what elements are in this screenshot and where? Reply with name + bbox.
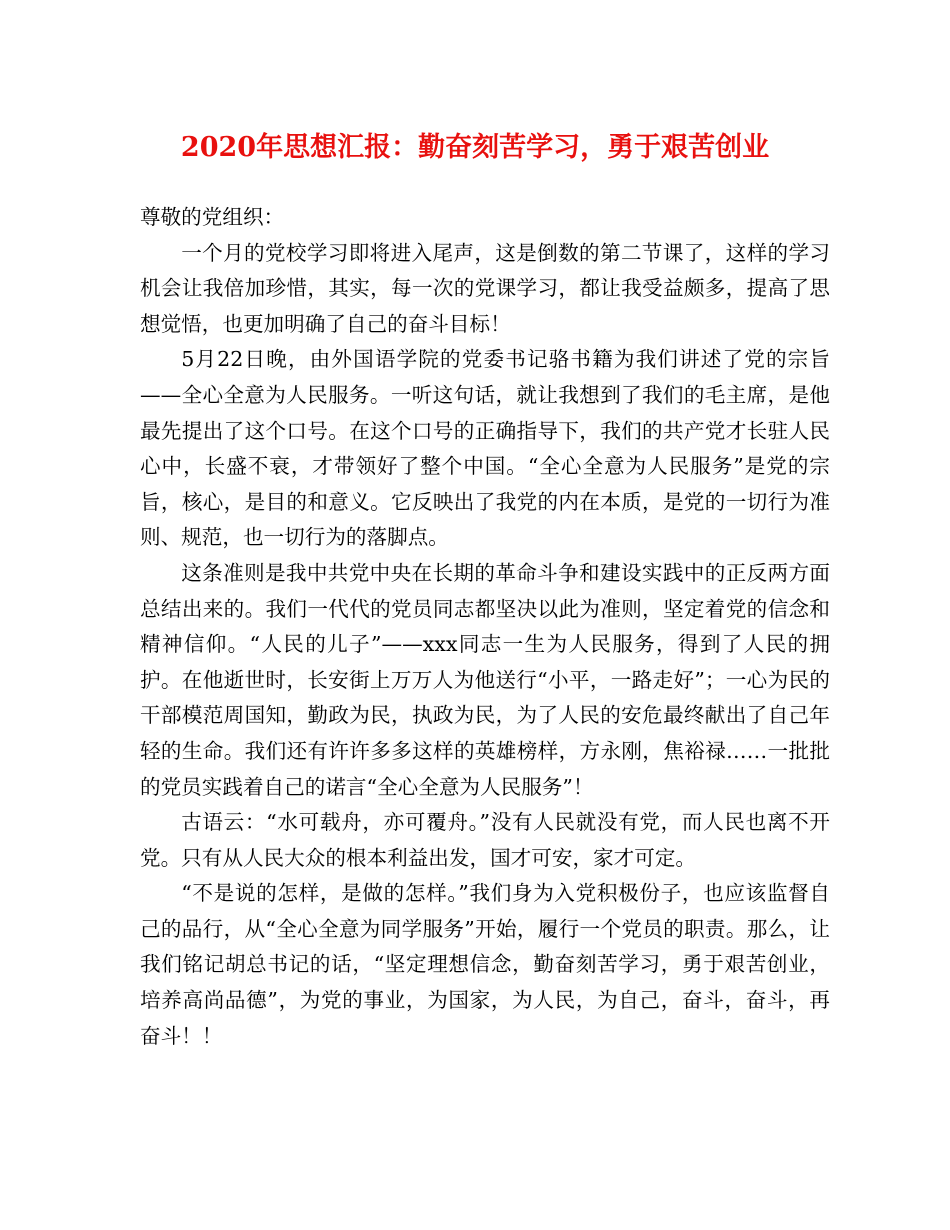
salutation: 尊敬的党组织： [140, 205, 285, 229]
paragraph-2: 5月22日晚，由外国语学院的党委书记骆书籍为我们讲述了党的宗旨——全心全意为人民服务。一听这句话，就让我想到了我们的毛主席，是他最先提出了这个口号。在这个口号的正确指导下，我们的共产党才长驻人民心中，长盛不衰，才带领好了整个中国。“全心全意为人民服务”是党的宗旨，核心，是目的和意义。它反映出了我党的内在本质，是党的一切行为准则、规范，也一切行为的落脚点。 [140, 347, 830, 550]
document-title: 2020年思想汇报：勤奋刻苦学习，勇于艰苦创业 [180, 132, 770, 163]
paragraph-1: 一个月的党校学习即将进入尾声，这是倒数的第二节课了，这样的学习机会让我倍加珍惜，其实，每一次的党课学习，都让我受益颇多，提高了思想觉悟，也更加明确了自己的奋斗目标！ [140, 240, 830, 336]
paragraph-4: 古语云：“水可载舟，亦可覆舟。”没有人民就没有党，而人民也离不开党。只有从人民大众的根本利益出发，国才可安，家才可定。 [140, 810, 830, 870]
paragraph-5: “不是说的怎样，是做的怎样。”我们身为入党积极份子，也应该监督自己的品行，从“全心全意为同学服务”开始，履行一个党员的职责。那么，让我们铭记胡总书记的话，“坚定理想信念，勤奋刻苦学习，勇于艰苦创业，培养高尚品德”，为党的事业，为国家，为人民，为自己，奋斗，奋斗，再奋斗！！ [140, 881, 830, 1048]
paragraph-3: 这条准则是我中共党中央在长期的革命斗争和建设实践中的正反两方面总结出来的。我们一代代的党员同志都坚决以此为准则，坚定着党的信念和精神信仰。“人民的儿子”——xxx同志一生为人民服务，得到了人民的拥护。在他逝世时，长安街上万万人为他送行“小平，一路走好”；一心为民的干部模范周国知，勤政为民，执政为民，为了人民的安危最终献出了自己年轻的生命。我们还有许许多多这样的英雄榜样，方永刚，焦裕禄……一批批的党员实践着自己的诺言“全心全意为人民服务”！ [140, 560, 830, 799]
document-body [140, 200, 830, 1054]
